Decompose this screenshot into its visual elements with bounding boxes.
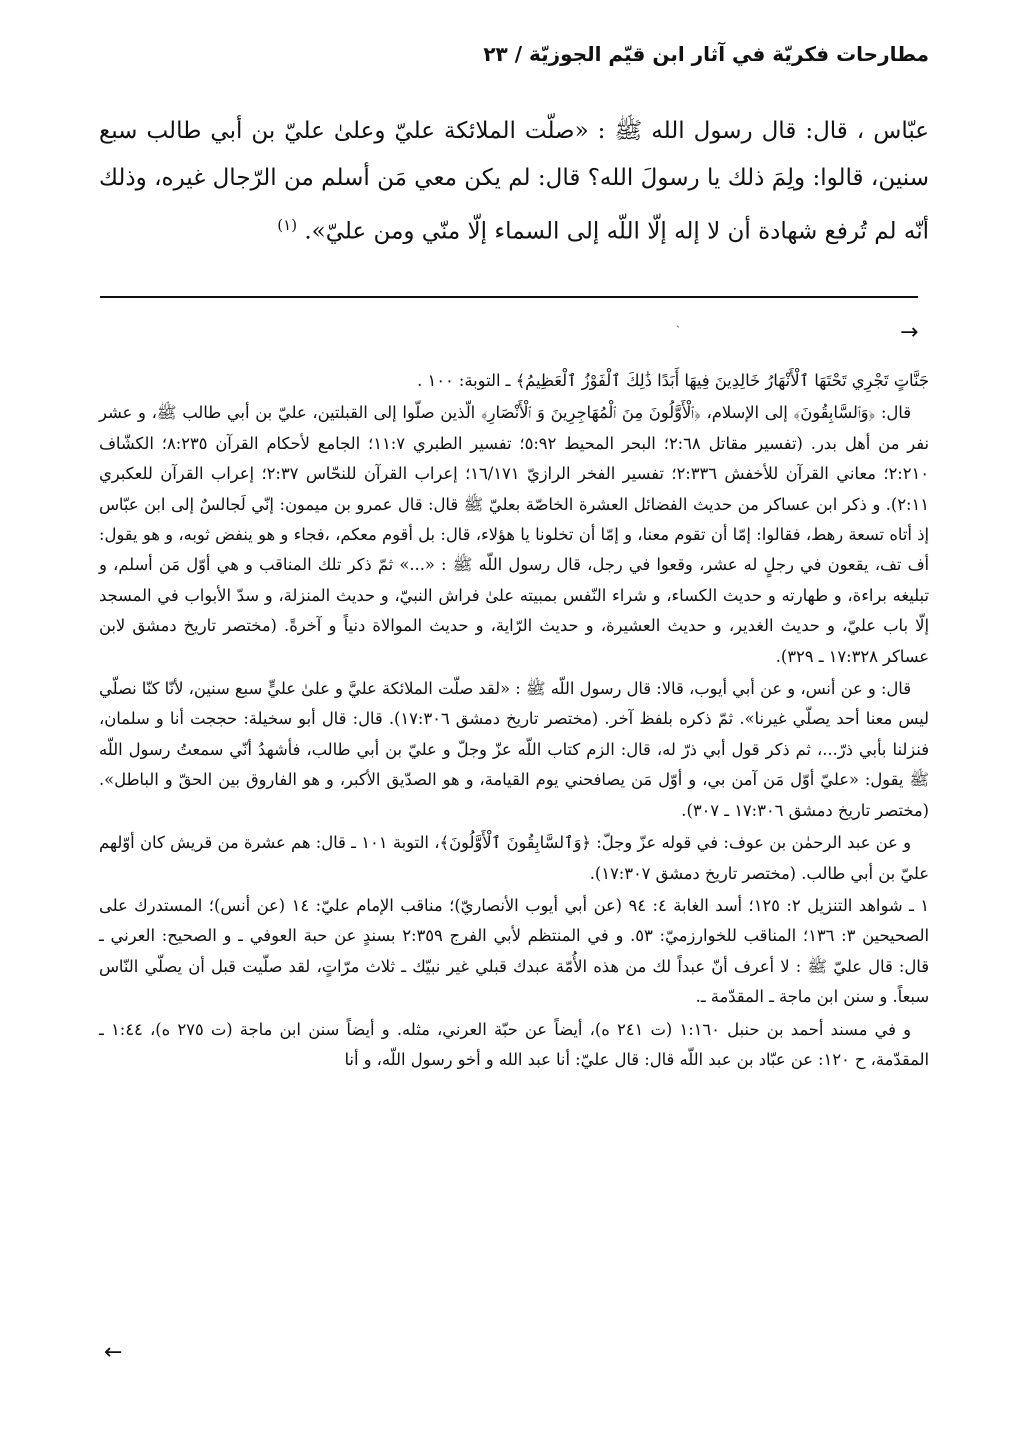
- footnote-paragraph: جَنَّاتٍ تَجْرِي تَحْتَهَا ٱلْأَنْهَارُ خَالِدِينَ فِيهَا أَبَدًا ذَٰلِكَ ٱلْفَوْزُ ٱلْعَظِيمُ﴾ ـ التوبة: ١٠٠ .: [417, 371, 929, 390]
- footnote-paragraph: و في مسند أحمد بن حنبل ١:١٦٠ (ت ٢٤١ ه)، أيضاً عن حبّة العرني، مثله. و أيضاً سنن ابن ماجة (ت ٢٧٥ ه)، ١:٤٤ ـ المقدّمة، ح ١٢٠: عن عبّاد بن عبد اللّه قال: قال عليّ: أنا عبد الله و أخو رسول اللّه، و أنا: [99, 1019, 929, 1069]
- footnote-ref: (١): [277, 216, 298, 234]
- footnote-divider: [100, 296, 918, 298]
- footnote-paragraph: و عن عبد الرحمٰن بن عوف: في قوله عزّ وجلّ: ﴿وَٱلسَّابِقُونَ ٱلْأَوَّلُونَ﴾، التوبة ١٠١ ـ قال: هم عشرة من قريش كان أوّلهم عليّ بن أبي طالب. (مختصر تاريخ دمشق ١٧:٣٠٧).: [99, 833, 929, 883]
- footnote-paragraph: قال: و عن أنس، و عن أبي أيوب، قالا: قال رسول اللّه ﷺ : «لقد صلّت الملائكة عليَّ و علىٰ عليٍّ سبع سنين، لأنّا كنّا نصلّي ليس معنا أحد يصلّي غيرنا». ثمّ ذكره بلفظ آخر. (مختصر تاريخ دمشق ١٧:٣٠٦). قال: قال أبو سخيلة: حججت أنا و سلمان، فنزلنا بأبي ذرّ...، ثم ذكر قول أبي ذرّ له، قال: الزم كتاب اللّه عزّ وجلّ و عليّ بن أبي طالب، فأشهدُ أنّي سمعتُ رسول اللّه ﷺ يقول: «عليّ أوّل مَن آمن بي، و أوّل مَن يصافحني يوم القيامة، و هو الصدّيق الأكبر، و هو الفاروق بين الحقّ و الباطل». (مختصر تاريخ دمشق ١٧:٣٠٦ ـ ٣٠٧).: [99, 679, 929, 820]
- scan-speck: ˏ: [676, 314, 680, 328]
- footnotes: [99, 366, 929, 1077]
- footnote-paragraph: قال: ﴿وَٱلسَّابِقُونَ﴾ إلى الإسلام، ﴿ٱلْأَوَّلُونَ مِنَ ٱلْمُهَاجِرِينَ وَ ٱلْأَنْصَارِ﴾ الّذين صلّوا إلى القبلتين، عليّ بن أبي طالب ﷺ، و عشر نفر من أهل بدر. (تفسير مقاتل ٢:٦٨؛ البحر المحيط ٥:٩٢؛ تفسير الطبري ١١:٧؛ الجامع لأحكام القرآن ٨:٢٣٥؛ الكشّاف ٢:٢١٠؛ معاني القرآن للأخفش ٢:٣٣٦؛ تفسير الفخر الرازيّ ١٦/١٧١؛ إعراب القرآن للنحّاس ٢:٣٧؛ إعراب القرآن للعكبري ٢:١١). و ذكر ابن عساكر من حديث الفضائل العشرة الخاصّة بعليّ ﷺ قال: قال عمرو بن ميمون: إنّي لَجالسٌ إلى ابن عبّاس إذ أتاه تسعة رهط، فقالوا: إمّا أن تقوم معنا، و إمّا أن تخلونا يا هؤلاء، قال: بل أقوم معكم، ،فجاء و هو ينفض ثوبه، و هو يقول: أف تف، يقعون في رجلٍ له عشر، وقعوا في رجل، قال رسول اللّه ﷺ : «...» ثمّ ذكر تلك المناقب و هي أوّل مَن أسلم، و تبليغه براءة، و طهارته و حديث الكساء، و شراء النّفس بمبيته علىٰ فراش النبيّ، و حديث المنزلة، و سدّ الأبواب في المسجد إلّا باب عليّ، و حديث الغدير، و حديث العشيرة، و حديث الرّاية، و حديث الموالاة دنياً و آخرةً. (مختصر تاريخ دمشق لابن عساكر ١٧:٣٢٨ ـ ٣٢٩).: [99, 403, 930, 666]
- main-paragraph: عبّاس ، قال: قال رسول الله ﷺ : «صلّت الملائكة عليّ وعلىٰ عليّ بن أبي طالب سبع سنين، قالوا: ولِمَ ذلك يا رسولَ الله؟ قال: لم يكن معي مَن أسلم من الرّجال غيره، وذلك أنّه لم تُرفع شهادة أن لا إله إلّا اللّه إلى السماء إلّا منّي ومن عليّ».: [99, 118, 929, 245]
- running-header: مطارحات فكريّة في آثار ابن قيّم الجوزيّة / ٢٣: [483, 42, 929, 66]
- footnote-paragraph: ١ ـ شواهد التنزيل ٢: ١٢٥؛ أسد الغابة ٤: ٩٤ (عن أبي أيوب الأنصاريّ)؛ مناقب الإمام عليّ: ١٤ (عن أنس)؛ المستدرك على الصحيحين ٣: ١٣٦؛ المناقب للخوارزميّ: ٥٣. و في المنتظم لأبي الفرج ٢:٣٥٩ بسندٍ عن حبة العوفي ـ و الصحيح: العرني ـ قال: قال عليّ ﷺ : لا أعرف أنّ عبداً لك من هذه الأُمّة عبدك قبلي غير نبيّك ـ ثلاث مرّاتٍ، لقد صلّيت قبل أن يصلّي النّاس سبعاً. و سنن ابن ماجة ـ المقدّمة ـ.: [99, 895, 930, 1007]
- continues-arrow-icon: ←: [104, 1340, 123, 1365]
- main-text: [99, 108, 929, 256]
- continued-arrow-icon: →: [900, 320, 919, 345]
